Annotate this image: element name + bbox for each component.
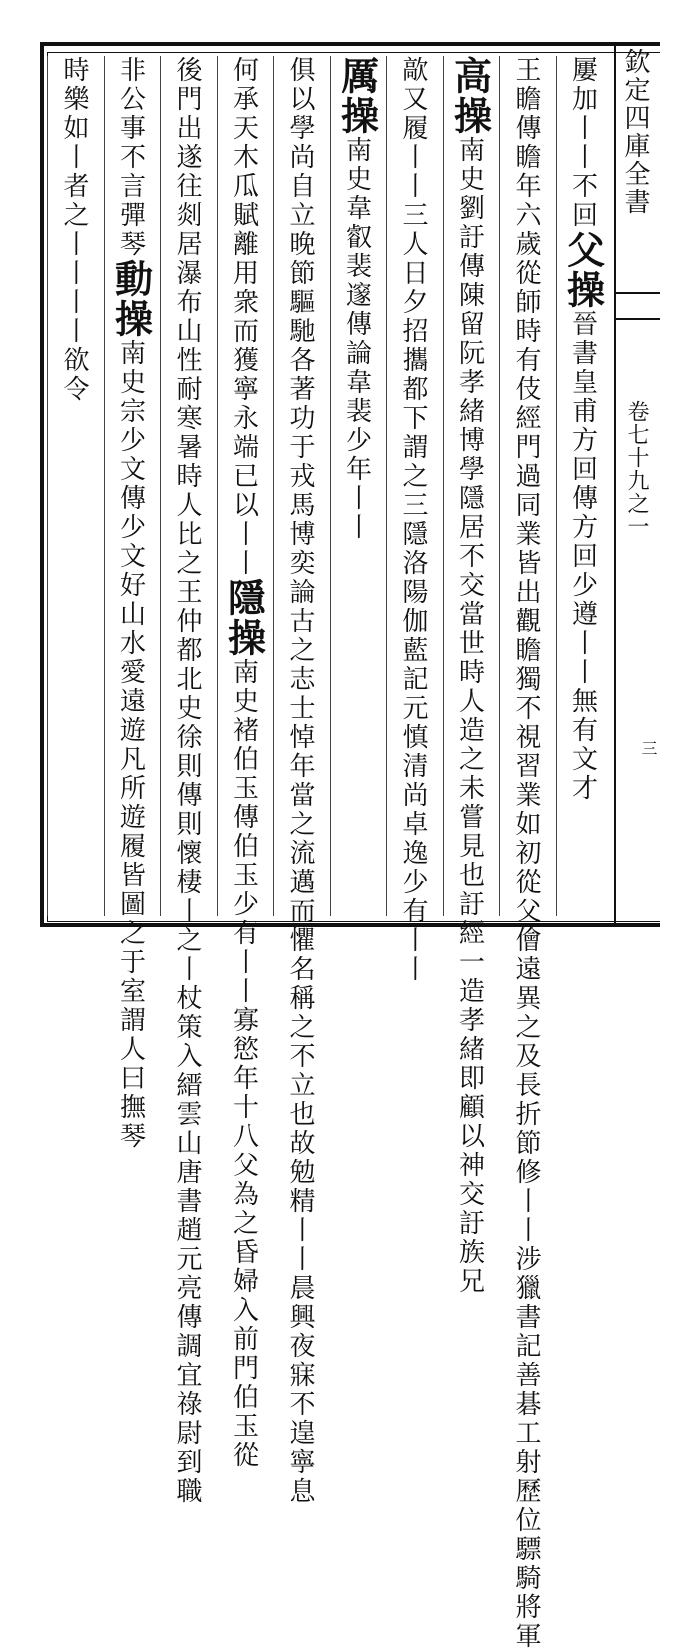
- column-text: 王瞻傳瞻年六歲從師時有伎經門過同業皆出觀瞻獨不視習業如初從父儈遠異之及長折節修丨丨涉獵書記善碁工射歷位驃騎將軍: [511, 56, 541, 1651]
- column-text: 何承天木瓜賦離用衆而獲寧永端已以丨丨: [228, 56, 259, 578]
- column-rule: [160, 56, 161, 916]
- text-column: [396, 56, 430, 984]
- column-rule: [386, 56, 387, 916]
- headword: 厲操: [334, 56, 380, 136]
- fish-tail-mark: [614, 292, 660, 320]
- text-column: [57, 56, 91, 916]
- book-title: 欽定四庫全書: [620, 48, 650, 216]
- column-rule: [217, 56, 218, 916]
- text-column: [221, 56, 267, 1470]
- column-text: 南史韋叡裴邃傳論韋裴少年丨丨: [341, 136, 372, 542]
- headword: 動操: [108, 259, 154, 339]
- column-rule: [104, 56, 105, 916]
- text-column: [509, 56, 543, 1651]
- column-rule: [273, 56, 274, 916]
- column-rule: [443, 56, 444, 916]
- column-text: 南史宗少文傳少文好山水愛遠遊凡所遊履皆圖之于室謂人曰撫琴: [115, 339, 146, 1151]
- text-column: [560, 56, 606, 916]
- column-text: 非公事不言彈琴: [115, 56, 146, 259]
- text-column: [170, 56, 204, 1506]
- column-rule: [556, 56, 557, 916]
- column-text: 後門出遂往剡居瀑布山性耐寒暑時人比之王仲都北史徐則傳則懷棲丨之丨杖策入縉雲山唐書趙元亮傳調宜祿尉到職: [172, 56, 202, 1506]
- column-text: 俱以學尚自立晚節驅馳各著功于戎馬博奕論古之志士悼年當之流邁而懼名稱之不立也故勉精丨丨晨興夜寐不遑寧息: [285, 56, 315, 1506]
- column-rule: [499, 56, 500, 916]
- text-column: [447, 56, 493, 1296]
- column-text: 丨丨丨欲令: [59, 259, 89, 404]
- column-text: 南史褚伯玉傳伯玉少有丨丨寡慾年十八父為之昏婦入前門伯玉從: [228, 658, 259, 1470]
- column-text: 歊又履丨丨三人日夕招攜都下謂之三隱洛陽伽藍記元慎清尚卓逸少有丨丨: [398, 56, 428, 984]
- headword: 隱操: [221, 578, 267, 658]
- text-column: [108, 56, 154, 1151]
- headword: 父操: [560, 230, 606, 310]
- column-text: 時樂如丨者之丨: [59, 56, 89, 259]
- column-rule: [47, 56, 48, 916]
- volume-label: 卷七十九之一: [624, 400, 649, 538]
- text-column: [334, 56, 380, 916]
- page-number: 三: [639, 740, 658, 756]
- column-text: 屢加丨丨不回: [567, 56, 598, 230]
- headword: 高操: [447, 56, 493, 136]
- column-rule: [330, 56, 331, 916]
- column-text: 南史劉訏傳陳留阮孝緒博學隱居不交當世時人造之未嘗見也訏經一造孝緒即顧以神交訏族兄: [454, 136, 485, 1296]
- text-column: [283, 56, 317, 1506]
- column-text: 晉書皇甫方回傳方回少遵丨丨無有文才: [567, 310, 598, 803]
